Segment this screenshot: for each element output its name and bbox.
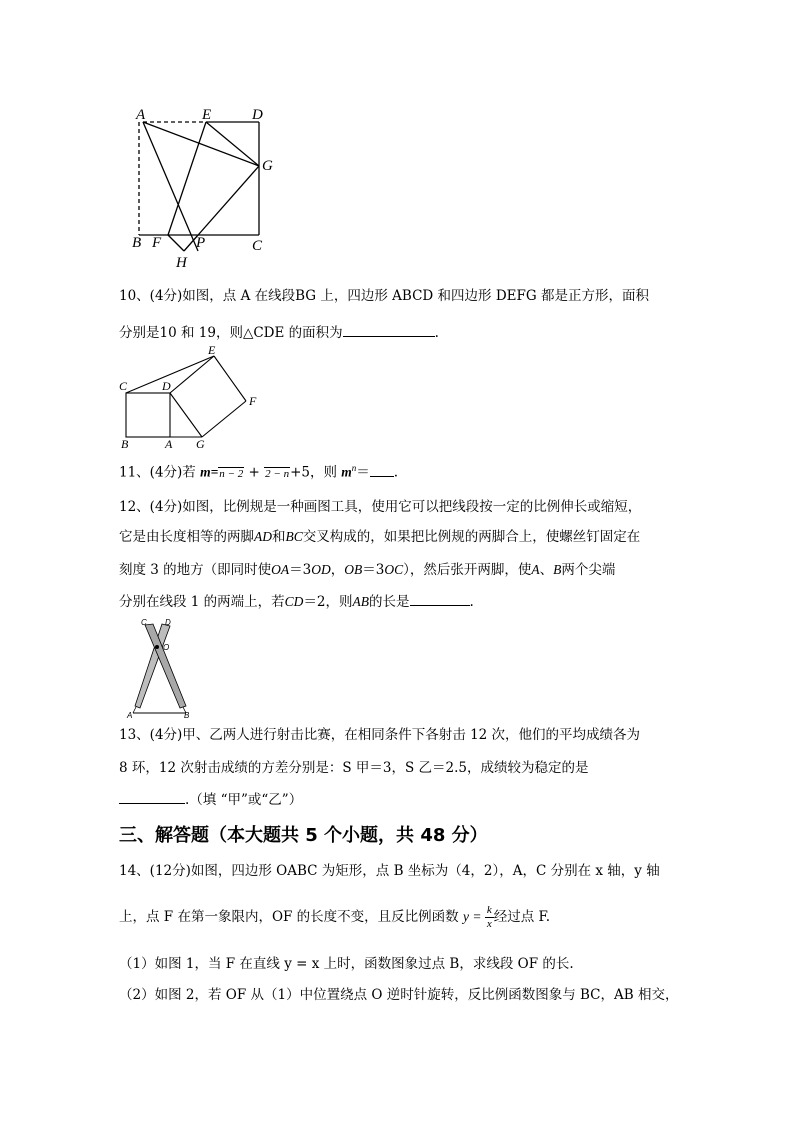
text: 刻度 3 的地方（即同时使 bbox=[119, 562, 272, 578]
question-14-part1: （1）如图 1，当 F 在直线 y = x 上时，函数图象过点 B，求线段 OF 的长. bbox=[119, 956, 574, 972]
segment-EG bbox=[206, 122, 259, 166]
question-13-line2: 8 环，12 次射击成绩的方差分别是：S 甲＝3，S 乙＝2.5，成绩较为稳定的是 bbox=[119, 760, 589, 776]
text: 的长是 bbox=[369, 594, 410, 610]
question-10-line1: 10、(4分)如图，点 A 在线段BG 上，四边形 ABCD 和四边形 DEFG 都是正方形，面积 bbox=[119, 288, 649, 304]
var-BC: BC bbox=[285, 529, 303, 544]
question-12-line1: 12、(4分)如图，比例规是一种画图工具，使用它可以把线段按一定的比例伸长或缩短， bbox=[119, 499, 642, 515]
var-AB: AB bbox=[352, 594, 370, 609]
text: 和 bbox=[272, 529, 286, 545]
tip-A bbox=[133, 707, 136, 713]
text: 它是由长度相等的两脚 bbox=[119, 529, 254, 545]
plus-sign: + bbox=[244, 464, 265, 481]
fraction-k-over-x bbox=[485, 904, 494, 931]
question-13-line3 bbox=[119, 789, 302, 810]
text: 经过点 F. bbox=[493, 909, 551, 925]
text: ＝2，则 bbox=[303, 594, 353, 610]
var-AD: AD bbox=[254, 529, 272, 544]
var-B: B bbox=[553, 562, 562, 577]
label-D: D bbox=[165, 618, 171, 627]
label-B: B bbox=[184, 711, 190, 720]
question-11-end: . bbox=[393, 464, 399, 481]
square-ABCD bbox=[126, 393, 170, 437]
answer-blank-10 bbox=[343, 322, 435, 337]
answer-blank-13 bbox=[119, 789, 185, 804]
text: 、 bbox=[539, 562, 554, 578]
label-C: C bbox=[141, 618, 147, 627]
numerator-k: k bbox=[486, 904, 492, 916]
question-12-line4 bbox=[119, 591, 474, 612]
segment-AH bbox=[143, 122, 198, 251]
question-10-text: 分别是10 和 19，则△CDE 的面积为 bbox=[119, 325, 343, 341]
exponent-n: n bbox=[351, 463, 357, 473]
text: 交叉构成的，如果把比例规的两脚合上，使螺丝钉固定在 bbox=[302, 529, 641, 545]
label-D: D bbox=[162, 379, 171, 393]
figure-q9 bbox=[128, 104, 278, 274]
question-14-line1: 14、(12分)如图，四边形 OABC 为矩形，点 B 坐标为（4，2），A，C 分别在 x 轴，y 轴 bbox=[119, 863, 660, 879]
question-11-prefix: 11、(4分)若 bbox=[119, 464, 201, 481]
label-B: B bbox=[132, 235, 142, 251]
var-y: y = bbox=[462, 909, 485, 924]
answer-blank-11 bbox=[370, 462, 394, 477]
text: 分别在线段 1 的两端上，若 bbox=[119, 594, 285, 610]
sqrt-2-minus-n: 2 − n bbox=[265, 467, 290, 480]
label-F: F bbox=[249, 394, 257, 408]
label-D: D bbox=[252, 107, 263, 123]
label-G: G bbox=[196, 437, 205, 451]
text: 两个尖端 bbox=[561, 562, 616, 578]
question-13-hint: .（填 “甲”或“乙”） bbox=[185, 792, 303, 808]
label-F: F bbox=[152, 235, 162, 251]
question-12-end: . bbox=[469, 594, 474, 610]
label-E: E bbox=[208, 344, 216, 357]
segment-AG bbox=[143, 122, 259, 166]
label-H: H bbox=[176, 255, 187, 271]
label-E: E bbox=[202, 107, 212, 123]
label-A: A bbox=[136, 107, 146, 123]
equals-sign: ＝ bbox=[356, 464, 370, 481]
segment-EF bbox=[214, 356, 246, 401]
question-14-part2: （2）如图 2，若 OF 从（1）中位置绕点 O 逆时针旋转，反比例函数图象与 BC，AB 相交， bbox=[119, 987, 679, 1003]
label-P: P bbox=[196, 235, 206, 251]
segment-FH bbox=[168, 235, 184, 251]
text: 上，点 F 在第一象限内，OF 的长度不变，且反比例函数 bbox=[119, 909, 463, 925]
question-14-line2 bbox=[119, 902, 550, 932]
var-OB: OB bbox=[344, 562, 363, 577]
var-A: A bbox=[531, 562, 540, 577]
label-C: C bbox=[252, 238, 263, 254]
text: ＝3 bbox=[362, 562, 385, 578]
answer-blank-12 bbox=[410, 591, 470, 606]
question-10-end: . bbox=[434, 325, 439, 341]
var-OD: OD bbox=[311, 562, 331, 577]
question-10-line2 bbox=[119, 322, 439, 343]
question-12-line3 bbox=[119, 560, 615, 580]
label-G: G bbox=[262, 158, 273, 174]
question-11-mid: +5，则 bbox=[290, 464, 342, 481]
label-A: A bbox=[165, 437, 173, 451]
text: ），然后张开两脚，使 bbox=[403, 562, 532, 578]
var-OC: OC bbox=[384, 562, 404, 577]
var-m-power: m bbox=[341, 464, 352, 480]
label-A: A bbox=[127, 711, 133, 720]
label-O: O bbox=[163, 643, 170, 652]
label-B: B bbox=[121, 437, 129, 451]
section-heading: 三、解答题（本大题共 5 个小题，共 48 分） bbox=[119, 825, 488, 846]
var-CD: CD bbox=[284, 594, 304, 609]
segment-DE bbox=[170, 356, 214, 393]
figure-q10 bbox=[116, 344, 266, 452]
segment-DG bbox=[170, 393, 202, 437]
segment-FG bbox=[202, 401, 246, 437]
figure-q12 bbox=[124, 616, 196, 720]
question-13-line1: 13、(4分)甲、乙两人进行射击比赛，在相同条件下各射击 12 次，他们的平均成绩各为 bbox=[119, 727, 641, 743]
screw-O bbox=[155, 645, 159, 649]
sqrt-n-minus-2: n − 2 bbox=[219, 467, 244, 480]
label-C: C bbox=[119, 379, 128, 393]
question-11 bbox=[119, 458, 398, 483]
var-OA: OA bbox=[271, 562, 290, 577]
text: ＝3 bbox=[289, 562, 312, 578]
question-12-line2 bbox=[119, 527, 640, 547]
denominator-x: x bbox=[486, 918, 492, 930]
var-m: m= bbox=[200, 464, 219, 480]
text: ， bbox=[330, 562, 345, 578]
